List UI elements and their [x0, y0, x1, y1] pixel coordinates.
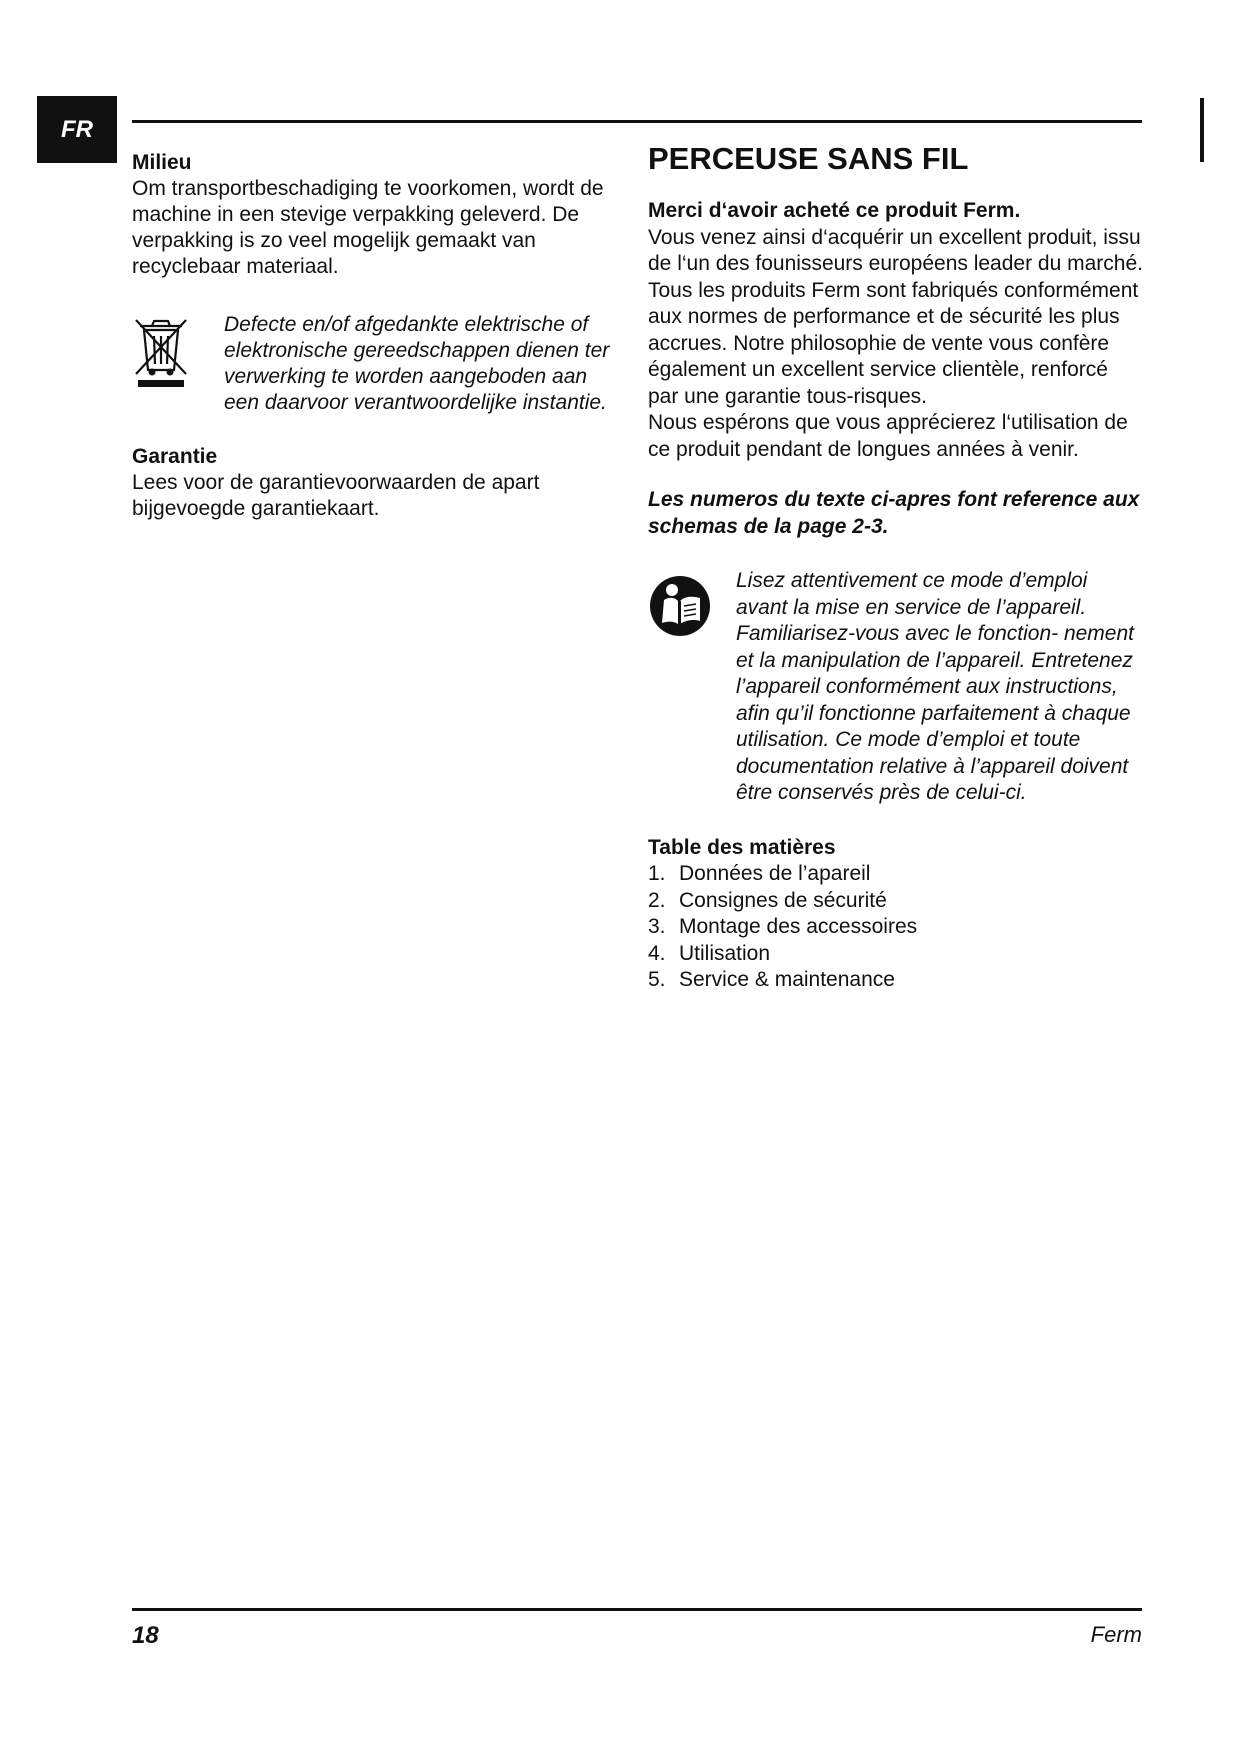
toc-item — [648, 941, 1143, 968]
brand-name: Ferm — [1090, 1622, 1142, 1647]
toc-item — [648, 888, 1143, 915]
milieu-body: Om transportbeschadiging te voorkomen, wordt de machine in een stevige verpakking geleverd. De verpakking is zo veel mogelijk gemaakt van recyclebaar materiaal. — [132, 177, 604, 278]
toc-item-number: 2. — [648, 888, 666, 912]
garantie-body: Lees voor de garantievoorwaarden de apart bijgevoegde garantiekaart. — [132, 471, 540, 520]
intro-paragraph-2: Tous les produits Ferm sont fabriqués conformément aux normes de performance et de sécurité les plus accrues. Notre philosophie de vente vous confère également un excellent service clientèle, renforcé par une garantie tous-risques. — [648, 278, 1139, 408]
toc-item-number: 5. — [648, 968, 666, 991]
toc-item — [648, 967, 1143, 994]
page-number: 18 — [132, 1622, 159, 1649]
toc-item — [648, 861, 1143, 888]
intro-paragraph-3: Nous espérons que vous apprécierez l‘utilisation de ce produit pendant de longues années à venir. — [648, 411, 1128, 461]
manual-text: Lisez attentivement ce mode d’emploi avant la mise en service de l’appareil. Familiarisez-vous avec le fonction- nement et la manipulation de l’appareil. Entretenez l’appareil conformément aux instructions, afin qu’il fonctionne parfaitement à chaque utilisation. Ce mode d’emploi et toute documentation relative à l’appareil doivent être conservés près de celui-ci. — [736, 569, 1134, 804]
toc-list — [648, 861, 1143, 994]
milieu-heading: Milieu — [132, 151, 192, 174]
page-title: PERCEUSE SANS FIL — [648, 141, 969, 176]
toc-item-number: 4. — [648, 941, 666, 965]
toc-item-label: Consignes de sécurité — [679, 888, 887, 912]
toc-item-label: Service & maintenance — [679, 968, 895, 991]
garantie-heading: Garantie — [132, 445, 218, 468]
crossed-bin-icon — [132, 312, 224, 416]
toc-item-label: Données de l’apareil — [679, 862, 871, 885]
language-tab-label: FR — [61, 115, 93, 143]
intro-paragraph-1: Vous venez ainsi d‘acquérir un excellent produit, issu de l‘un des founisseurs européens leader du marché. — [648, 225, 1143, 275]
read-manual-icon — [648, 568, 736, 807]
toc-heading: Table des matières — [648, 835, 836, 859]
toc-item-number: 3. — [648, 915, 666, 938]
toc-item-label: Montage des accessoires — [679, 915, 918, 938]
right-column — [648, 140, 1143, 994]
toc-item-label: Utilisation — [679, 941, 771, 965]
edge-marker — [1200, 98, 1204, 162]
weee-notice — [132, 312, 622, 416]
left-column — [132, 150, 622, 522]
manual-notice — [648, 568, 1143, 807]
footer-rule — [132, 1608, 1142, 1611]
header-rule — [132, 120, 1142, 123]
weee-text: Defecte en/of afgedankte elektrische of elektronische gereedschappen dienen ter verwerking te worden aangeboden aan een daarvoor verantwoordelijke instantie. — [224, 313, 610, 414]
thanks-heading: Merci d‘avoir acheté ce produit Ferm. — [648, 199, 1021, 222]
toc-item — [648, 914, 1143, 941]
reference-note: Les numeros du texte ci-apres font reference aux schemas de la page 2-3. — [648, 488, 1140, 538]
toc-item-number: 1. — [648, 862, 666, 885]
language-tab — [37, 96, 117, 163]
